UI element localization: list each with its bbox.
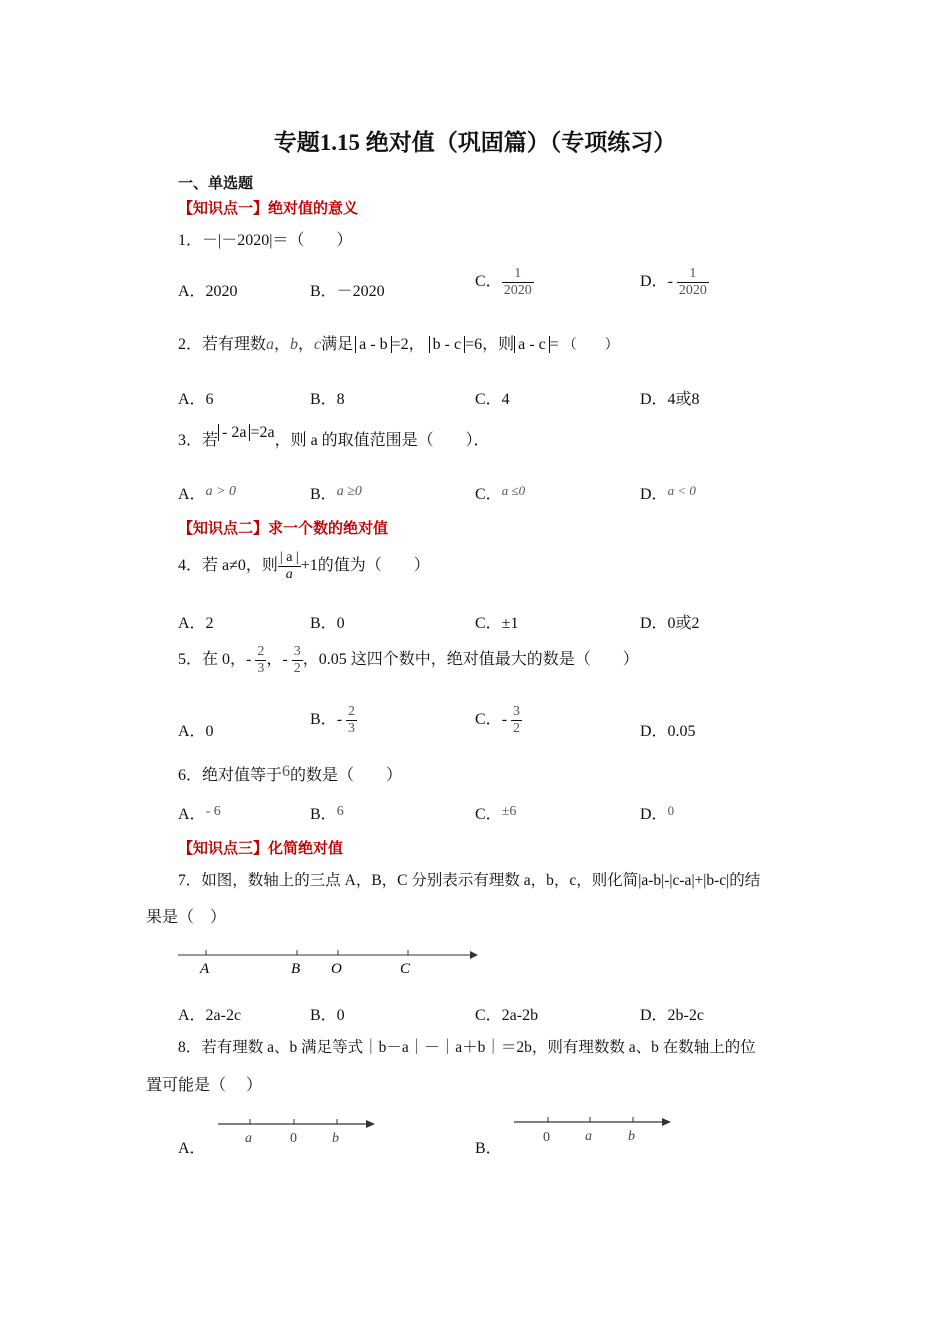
fraction: $\frac{1}{2020}$: [678, 266, 707, 298]
question-3-stem: 3．若 - 2a =2a，则 a 的取值范围是（ ）．: [178, 424, 490, 449]
question-2-stem: 2．若有理数a，b，c满足 a - b =2， b - c =6，则 a - c = （ ）: [178, 336, 619, 353]
axis-label-o: O: [331, 961, 342, 977]
q7-option-d: D．2b-2c: [640, 1007, 704, 1024]
q8-option-a-label: A．: [178, 1140, 206, 1157]
question-1-stem: 1．－|－2020|＝（ ）: [178, 232, 353, 249]
q2-option-c: C．4: [475, 391, 510, 408]
q1-option-b: B．－2020: [310, 283, 385, 300]
q1-option-d: D．- $\frac{1}{2020}$: [640, 266, 707, 298]
q8-option-b-label: B．: [475, 1140, 502, 1157]
axis-label: a: [245, 1131, 252, 1146]
q4-option-b: B．0: [310, 615, 345, 632]
q3-option-a: A．a > 0: [178, 484, 237, 503]
q3-option-c: C．$^{a \le 0}$: [475, 483, 526, 503]
q7-option-a: A．2a-2c: [178, 1007, 242, 1024]
fraction: $\frac{2}{3}$: [348, 704, 356, 736]
q6-option-d: D．$^0$: [640, 803, 675, 823]
q4-option-c: C．±1: [475, 615, 519, 632]
q1-option-c: C． $\frac{1}{2020}$: [475, 266, 532, 298]
fraction: $\frac{| a |}{a}$: [279, 550, 299, 582]
knowledge-point-1: 【知识点一】绝对值的意义: [178, 199, 359, 217]
q5-option-c: C．- $\frac{3}{2}$: [475, 704, 521, 736]
axis-label-b: B: [291, 961, 301, 977]
fraction: $\frac{3}{2}$: [293, 644, 301, 676]
axis-label-a: A: [200, 961, 210, 977]
q5-option-b: B．- $\frac{2}{3}$: [310, 704, 356, 736]
axis-label: b: [628, 1129, 635, 1144]
q4-option-d: D．0或2: [640, 615, 700, 632]
q7-option-b: B．0: [310, 1007, 345, 1024]
q6-option-c: C．±6: [475, 804, 517, 823]
q4-option-a: A．2: [178, 615, 214, 632]
q7-option-c: C．2a-2b: [475, 1007, 539, 1024]
q2-option-d: D．4或8: [640, 391, 700, 408]
axis-label-c: C: [400, 961, 411, 977]
axis-label: 0: [543, 1130, 550, 1145]
knowledge-point-2: 【知识点二】求一个数的绝对值: [178, 519, 389, 537]
q3-option-d: D．$^{a < 0}$: [640, 483, 696, 503]
q5-option-a: A．0: [178, 723, 214, 740]
q1-option-a: A．2020: [178, 283, 238, 300]
question-7-line-2: 果是（ ）: [146, 909, 227, 926]
question-7-line-1: 7．如图，数轴上的三点 A，B，C 分别表示有理数 a，b，c，则化简|a-b|-|c-a|+|b-c|的结: [178, 872, 761, 889]
fraction: $\frac{2}{3}$: [257, 644, 265, 676]
question-6-stem: 6．绝对值等于6的数是（ ）: [178, 763, 403, 784]
q6-option-a: A．- 6: [178, 804, 221, 823]
q6-option-b: B．6: [310, 804, 344, 823]
question-8-line-1: 8．若有理数 a、b 满足等式｜b－a｜－｜a＋b｜＝2b，则有理数数 a、b 在数轴上的位: [178, 1039, 756, 1056]
question-5-stem: 5．在 0，- $\frac{2}{3}$ ，- $\frac{3}{2}$ ，0.05 这四个数中，绝对值最大的数是（ ）: [178, 644, 639, 676]
q2-option-b: B．8: [310, 391, 345, 408]
fraction: $\frac{3}{2}$: [513, 704, 521, 736]
q8-option-b-number-line: [510, 1110, 680, 1146]
question-4-stem: 4．若 a≠0，则 $\frac{| a |}{a}$ +1的值为（ ）: [178, 550, 430, 582]
q2-option-a: A．6: [178, 391, 214, 408]
axis-label: a: [585, 1129, 592, 1144]
q8-option-a-number-line: [212, 1112, 382, 1148]
page-title: 专题1.15 绝对值（巩固篇）（专项练习）: [273, 130, 677, 155]
q5-option-d: D．0.05: [640, 723, 696, 740]
axis-label: b: [332, 1131, 339, 1146]
question-8-line-2: 置可能是（ ）: [146, 1077, 263, 1094]
axis-label: 0: [290, 1131, 297, 1146]
q3-option-b: B．a ≥0: [310, 484, 362, 503]
section-heading: 一、单选题: [178, 174, 254, 192]
q7-number-line: [170, 940, 480, 980]
knowledge-point-3: 【知识点三】化简绝对值: [178, 839, 344, 857]
fraction: $\frac{1}{2020}$: [503, 266, 532, 298]
